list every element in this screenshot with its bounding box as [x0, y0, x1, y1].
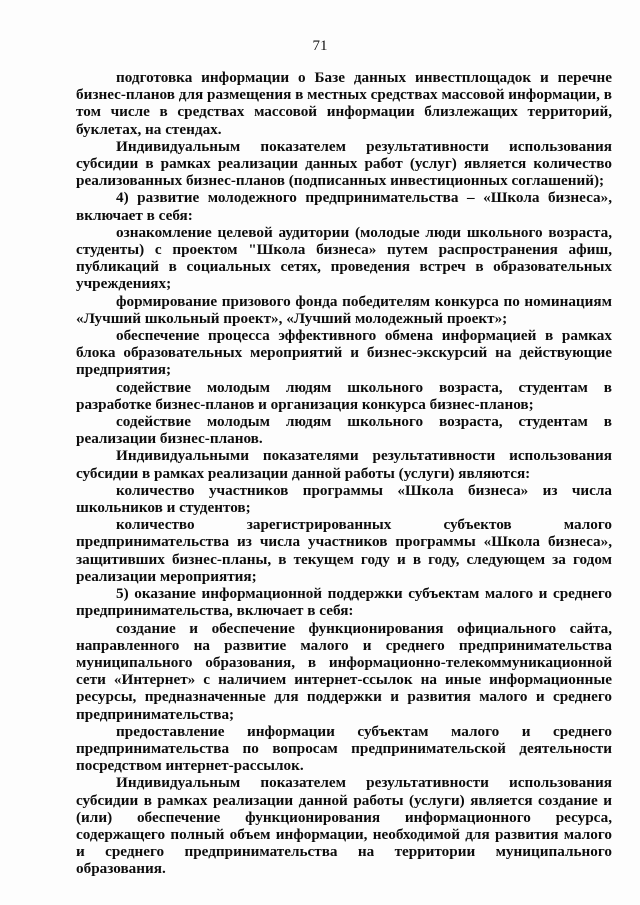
paragraph-2: Индивидуальным показателем результативности использования субсидии в рамках реализации данных работ (услуг) является количество реализованных бизнес-планов (подписанных инвестиционных соглашений); — [76, 137, 612, 190]
paragraph-3: 4) развитие молодежного предпринимательства – «Школа бизнеса», включает в себя: — [76, 189, 612, 224]
paragraph-10: количество участников программы «Школа бизнеса» из числа школьников и студентов; — [76, 481, 612, 517]
paragraph-5: формирование призового фонда победителям конкурса по номинациям «Лучший школьный проект», «Лучший молодежный проект»; — [76, 292, 612, 327]
paragraph-11: количество зарегистрированных субъектов малого предпринимательства из числа участников программы «Школа бизнеса», защитивших бизнес-планы, в текущем году и в году, следующем за годом реализации мероприятия; — [76, 516, 612, 585]
paragraph-14: предоставление информации субъектам малого и среднего предпринимательства по вопросам предпринимательской деятельности посредством интернет-рассылок. — [76, 722, 612, 775]
paragraph-1: подготовка информации о Базе данных инвестплощадок и перечне бизнес-планов для размещения в местных средствах массовой информации, в том числе в средствах массовой информации близлежащих территорий, буклетах, на стендах. — [76, 69, 612, 138]
paragraph-9: Индивидуальными показателями результативности использования субсидии в рамках реализации данной работы (услуги) являются: — [76, 447, 612, 482]
document-body — [76, 69, 612, 878]
paragraph-15: Индивидуальным показателем результативности использования субсидии в рамках реализации данной работы (услуги) является создание и (или) обеспечение функционирования информационного ресурса, содержащего полный объем информации, необходимой для развития малого и среднего предпринимательства на территории муниципального образования. — [76, 774, 612, 878]
paragraph-6: обеспечение процесса эффективного обмена информацией в рамках блока образовательных мероприятий и бизнес-экскурсий на действующие предприятия; — [76, 327, 612, 379]
paragraph-13: создание и обеспечение функционирования официального сайта, направленного на развитие малого и среднего предпринимательства муниципального образования, в информационно-телекоммуникационной сети «Интернет» с наличием интернет-ссылок на иные информационные ресурсы, предназначенные для поддержки и развития малого и среднего предпринимательства; — [76, 619, 612, 723]
paragraph-4: ознакомление целевой аудитории (молодые люди школьного возраста, студенты) с проектом "Школа бизнеса» путем распространения афиш, публикаций в социальных сетях, проведения встреч в образовательных учреждениях; — [76, 223, 612, 293]
paragraph-12: 5) оказание информационной поддержки субъектам малого и среднего предпринимательства, включает в себя: — [76, 585, 612, 620]
paragraph-8: содействие молодым людям школьного возраста, студентам в реализации бизнес-планов. — [76, 413, 612, 448]
paragraph-7: содействие молодым людям школьного возраста, студентам в разработке бизнес-планов и организация конкурса бизнес-планов; — [76, 378, 612, 413]
page-number: 71 — [312, 38, 328, 54]
